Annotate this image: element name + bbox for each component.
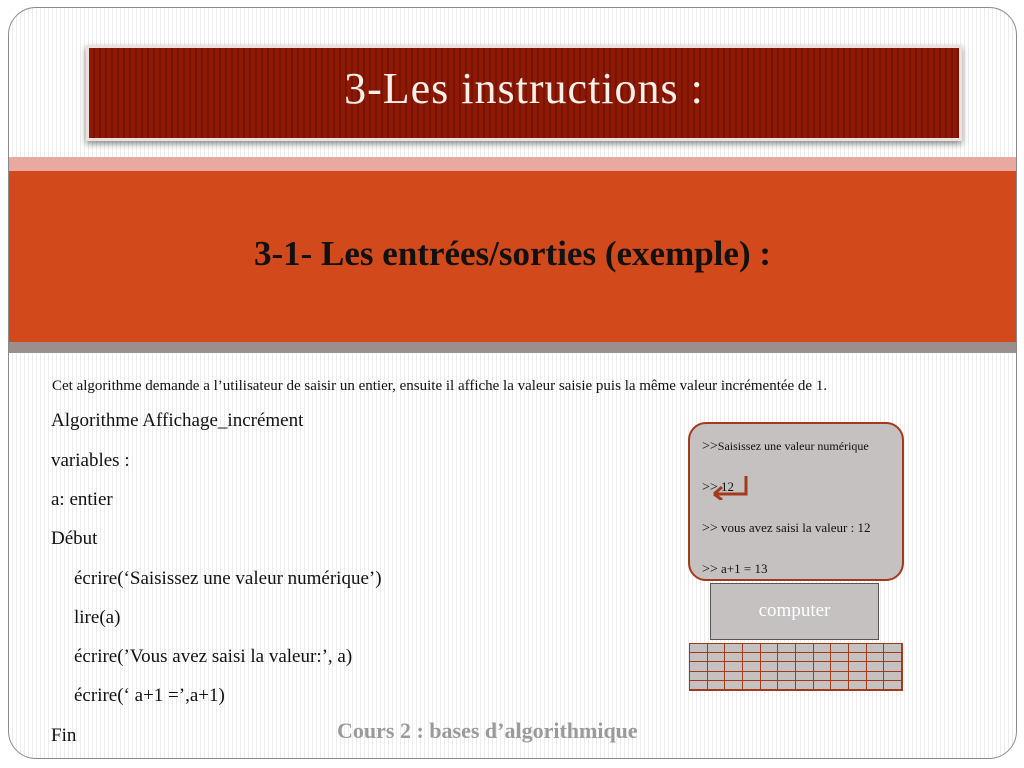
- slide-subtitle: 3-1- Les entrées/sorties (exemple) :: [253, 233, 772, 273]
- prompt-marker: >>: [702, 480, 718, 495]
- code-line-declaration: a: entier: [51, 489, 113, 510]
- pink-band: [9, 157, 1016, 171]
- code-line-debut: Début: [51, 528, 98, 549]
- screen-line-3: [702, 520, 871, 537]
- slide-title: 3-Les instructions :: [344, 63, 704, 113]
- prompt-marker: >>: [702, 521, 718, 536]
- screen-text: 12: [721, 479, 735, 494]
- intro-text: Cet algorithme demande a l’utilisateur de saisir un entier, ensuite il affiche la valeur saisie puis la même valeur incrémentée de 1.: [52, 378, 828, 394]
- code-line-fin: Fin: [51, 725, 77, 746]
- code-line-lire: lire(a): [74, 607, 121, 628]
- screen-line-1: [702, 438, 869, 455]
- computer-unit: [710, 583, 879, 640]
- code-line-variables: variables :: [51, 450, 130, 471]
- computer-label: computer: [758, 600, 831, 621]
- slide-footer: Cours 2 : bases d’algorithmique: [337, 718, 638, 743]
- keyboard-grid: [689, 643, 903, 691]
- screen-text: a+1 = 13: [721, 561, 768, 576]
- computer-screen: [688, 422, 904, 581]
- code-line-ecrire-value: écrire(’Vous avez saisi la valeur:’, a): [74, 646, 353, 667]
- slide-frame: [8, 7, 1017, 759]
- prompt-marker: >>: [702, 562, 718, 577]
- title-banner: [86, 45, 962, 141]
- screen-line-4: [702, 561, 767, 578]
- gray-band: [9, 342, 1016, 353]
- code-line-ecrire-prompt: écrire(‘Saisissez une valeur numérique’): [74, 568, 382, 589]
- screen-text: Saisissez une valeur numérique: [717, 439, 869, 453]
- code-line-algorithm: Algorithme Affichage_incrément: [51, 410, 304, 431]
- screen-text: vous avez saisi la valeur : 12: [721, 520, 871, 535]
- code-line-ecrire-increment: écrire(‘ a+1 =’,a+1): [74, 685, 225, 706]
- return-arrow-icon: [706, 474, 756, 500]
- subtitle-band: [9, 171, 1016, 342]
- prompt-marker: >>: [702, 439, 718, 454]
